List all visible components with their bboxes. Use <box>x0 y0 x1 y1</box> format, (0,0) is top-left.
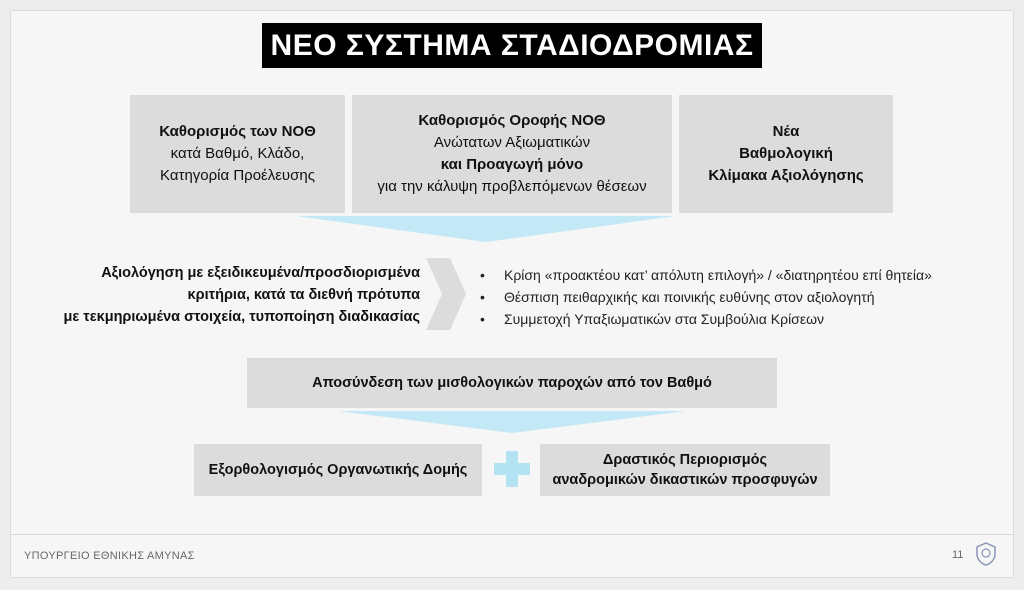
noth-ceiling-box <box>352 95 672 213</box>
evaluation-bullets <box>480 264 980 330</box>
footer-ministry: ΥΠΟΥΡΓΕΙΟ ΕΘΝΙΚΗΣ ΑΜΥΝΑΣ <box>24 550 195 562</box>
box2-line2: Ανώτατων Αξιωματικών <box>433 134 591 151</box>
footer-divider <box>10 534 1014 535</box>
bullet-item: • Θέσπιση πειθαρχικής και ποινικής ευθύνης στον αξιολογητή <box>480 286 980 308</box>
noth-definition-box <box>130 95 345 213</box>
bullet-item: • Κρίση «προακτέου κατ’ απόλυτη επιλογή» / «διατηρητέου επί θητεία» <box>480 264 980 286</box>
box2-line1: Καθορισμός Οροφής ΝΟΘ <box>418 112 606 129</box>
bullet-item: • Συμμετοχή Υπαξιωματικών στα Συμβούλια Κρίσεων <box>480 308 980 330</box>
box2-line4: για την κάλυψη προβλεπόμενων θέσεων <box>377 178 647 195</box>
ministry-emblem-icon <box>975 542 997 566</box>
box1-line3: Κατηγορία Προέλευσης <box>160 167 315 184</box>
box3-line3: Κλίμακα Αξιολόγησης <box>708 167 864 184</box>
box1-line1: Καθορισμός των ΝΟΘ <box>159 123 316 140</box>
box3-line2: Βαθμολογική <box>739 145 833 162</box>
box3-line1: Νέα <box>772 123 800 140</box>
down-arrow-icon <box>338 411 686 433</box>
down-arrow-icon <box>296 216 676 242</box>
plus-icon <box>494 451 530 487</box>
salary-decoupling-box <box>247 358 777 408</box>
slide-title-text: ΝΕΟ ΣΥΣΤΗΜΑ ΣΤΑΔΙΟΔΡΟΜΙΑΣ <box>270 28 754 62</box>
bottom-left-text: Εξορθολογισμός Οργανωτικής Δομής <box>208 462 468 478</box>
bottom-right-line1: Δραστικός Περιορισμός <box>602 452 768 468</box>
litigation-limitation-box <box>540 444 830 496</box>
evaluation-line1: Αξιολόγηση με εξειδικευμένα/προσδιορισμένα <box>101 265 420 281</box>
evaluation-line2: κριτήρια, κατά τα διεθνή πρότυπα <box>187 287 420 303</box>
bottom-right-line2: αναδρομικών δικαστικών προσφυγών <box>552 472 818 488</box>
rating-scale-box <box>679 95 893 213</box>
middle-box-text: Αποσύνδεση των μισθολογικών παροχών από τον Βαθμό <box>312 375 712 391</box>
slide-title <box>262 23 762 68</box>
box2-line3: και Προαγωγή μόνο <box>440 156 584 173</box>
organizational-structure-box <box>194 444 482 496</box>
page-number: 11 <box>952 549 964 561</box>
evaluation-line3: με τεκμηριωμένα στοιχεία, τυποποίηση διαδικασίας <box>63 309 420 325</box>
evaluation-text <box>40 262 420 328</box>
box1-line2: κατά Βαθμό, Κλάδο, <box>170 145 305 162</box>
